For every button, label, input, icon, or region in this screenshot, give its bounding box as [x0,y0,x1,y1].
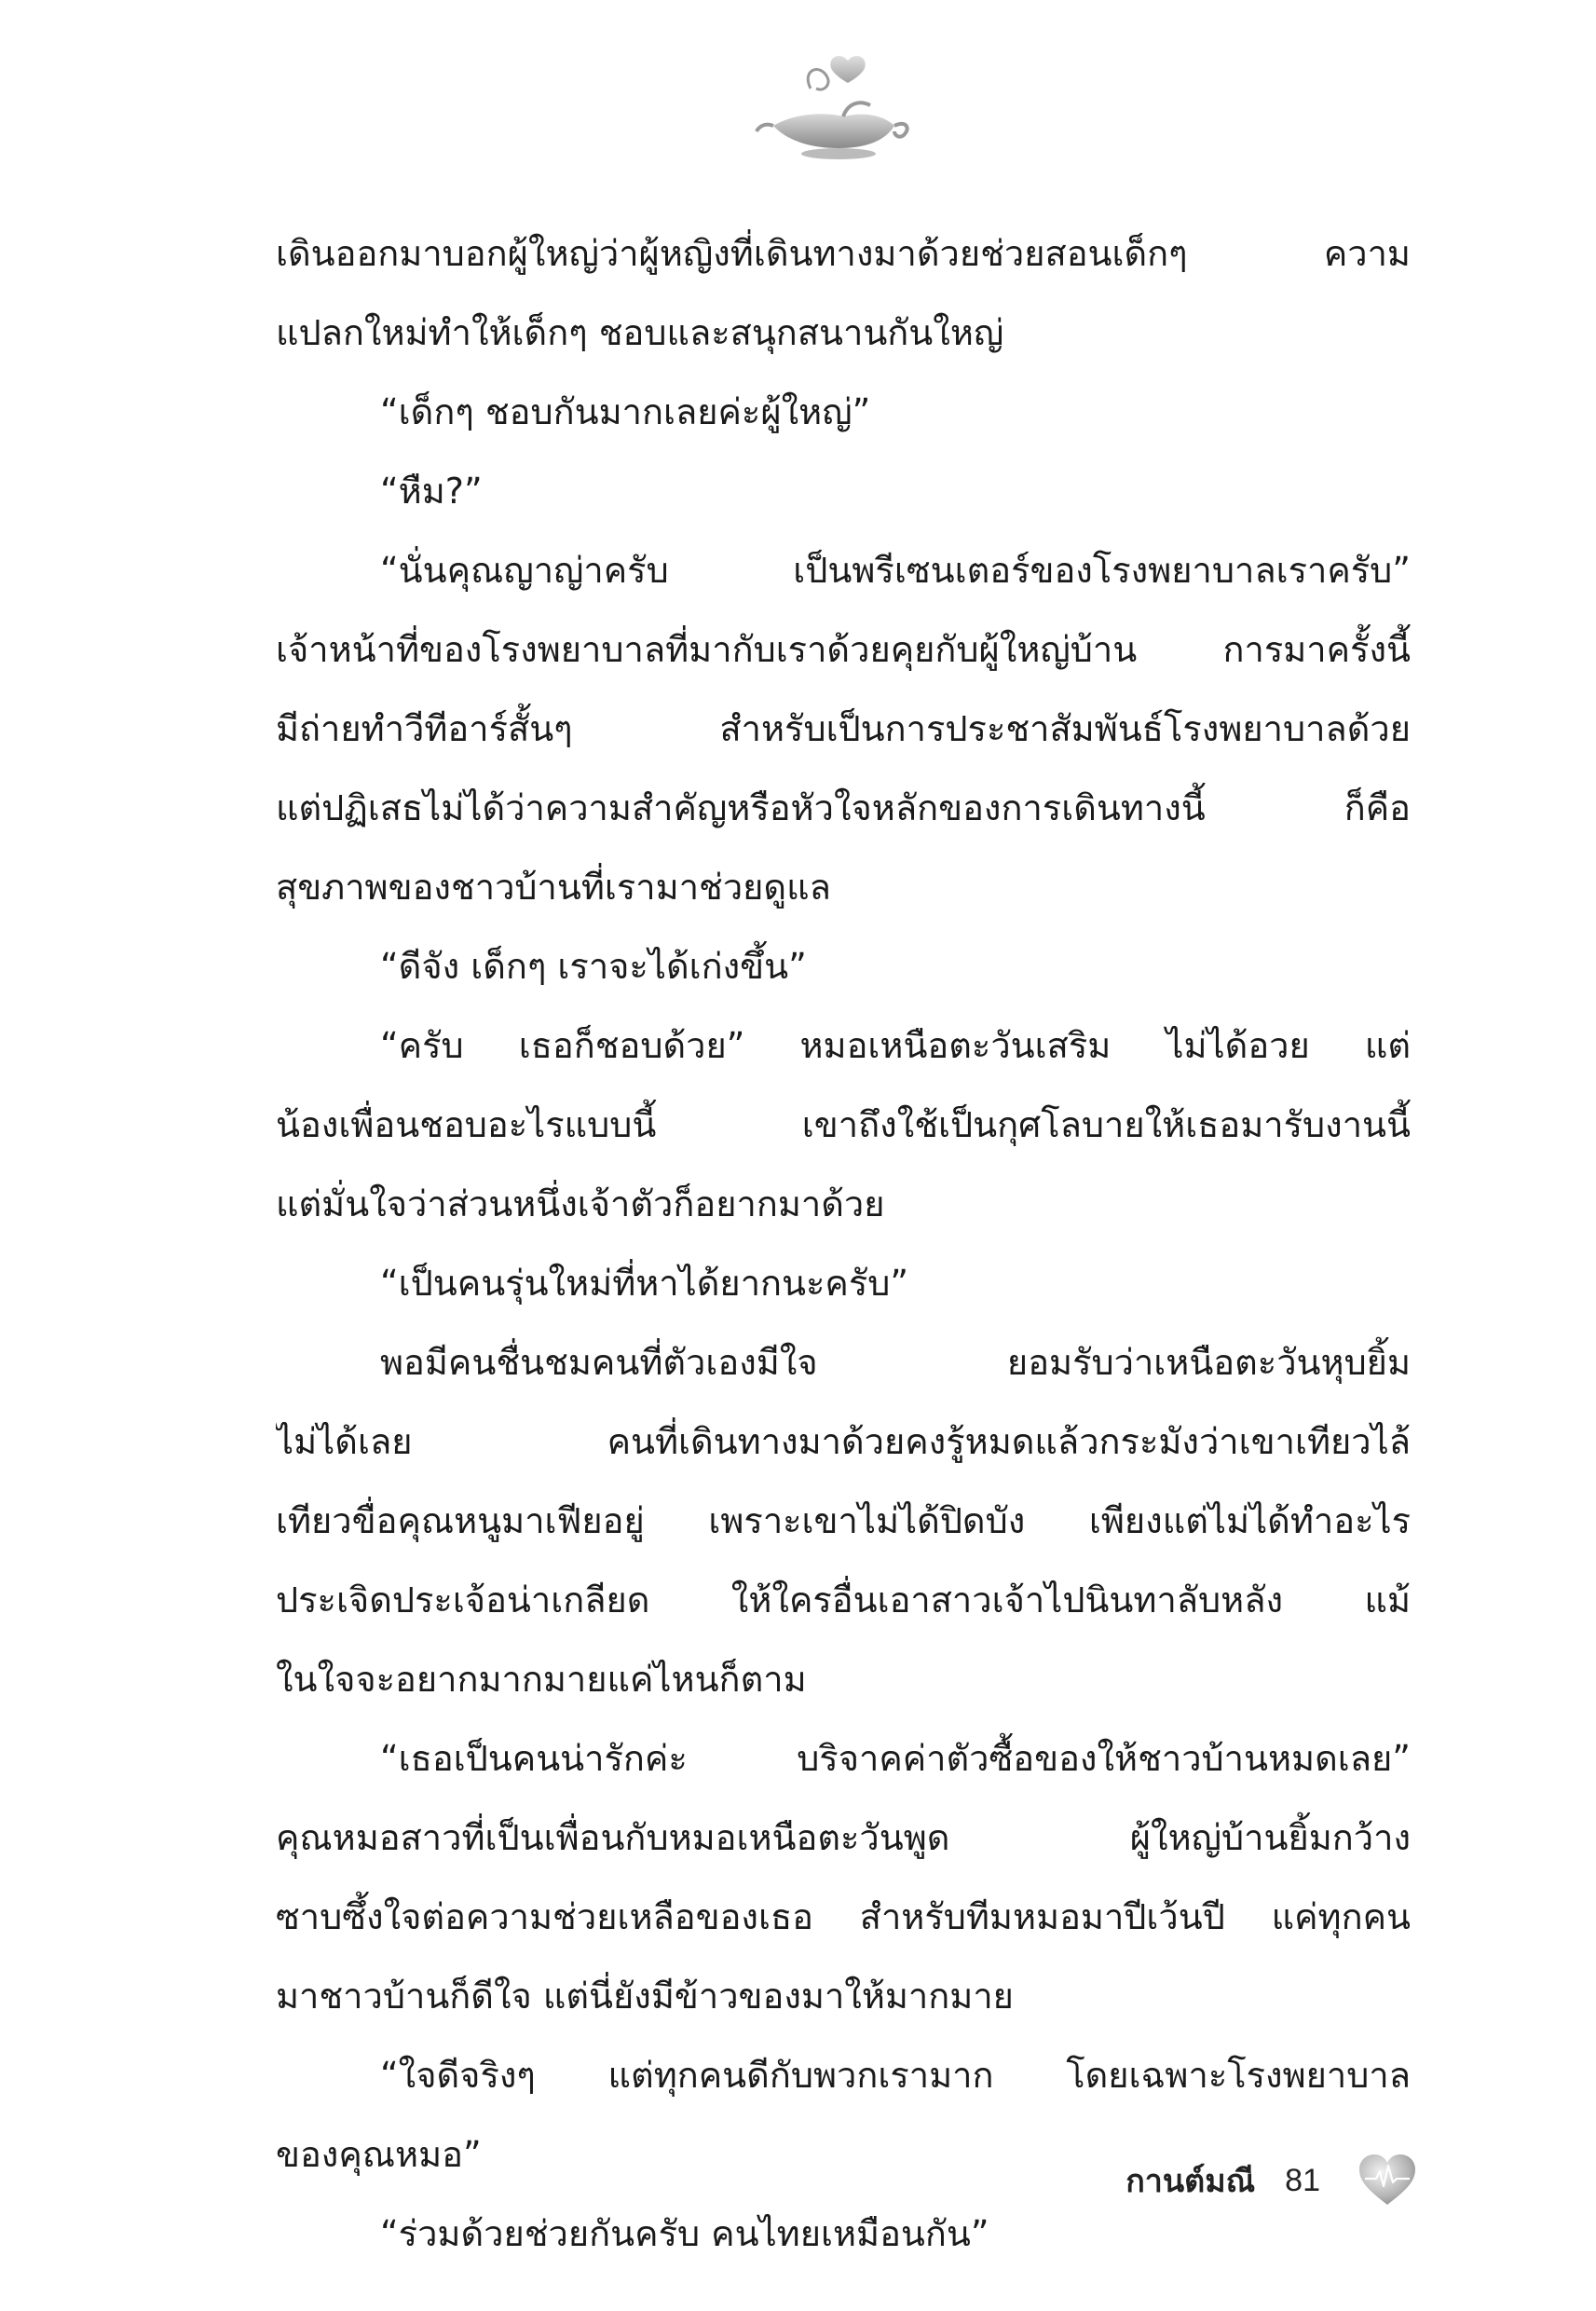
dialogue-line: “ร่วมด้วยช่วยกันครับ คนไทยเหมือนกัน” [380,2213,989,2254]
page-footer [1125,2148,1417,2213]
text-line: ซาบซึ้งใจต่อความช่วยเหลือของเธอ สำหรับทีมหมอมาปีเว้นปี แค่ทุกคน [276,1896,1411,1937]
dialogue-line: “หืม?” [380,471,483,512]
text-line: พอมีคนชื่นชมคนที่ตัวเองมีใจ ยอมรับว่าเหนือตะวันหุบยิ้ม [380,1342,1411,1383]
page-number: 81 [1285,2162,1320,2198]
text-line: น้องเพื่อนชอบอะไรแบบนี้ เขาถึงใช้เป็นกุศโลบายให้เธอมารับงานนี้ [276,1104,1411,1145]
text-line: ของคุณหมอ” [276,2134,482,2175]
text-line: เจ้าหน้าที่ของโรงพยาบาลที่มากับเราด้วยคุยกับผู้ใหญ่บ้าน การมาครั้งนี้ [276,629,1411,670]
text-line: คุณหมอสาวที่เป็นเพื่อนกับหมอเหนือตะวันพูด ผู้ใหญ่บ้านยิ้มกว้าง [276,1817,1411,1858]
text-line: แต่ปฏิเสธไม่ได้ว่าความสำคัญหรือหัวใจหลักของการเดินทางนี้ ก็คือ [276,787,1411,828]
text-line: มีถ่ายทำวีทีอาร์สั้นๆ สำหรับเป็นการประชาสัมพันธ์โรงพยาบาลด้วย [276,708,1411,749]
heart-heartbeat-icon [1357,2153,1417,2208]
body-text [276,214,1411,2274]
text-line: สุขภาพของชาวบ้านที่เรามาช่วยดูแล [276,867,831,908]
text-line: แต่มั่นใจว่าส่วนหนึ่งเจ้าตัวก็อยากมาด้วย [276,1183,885,1224]
text-line: ประเจิดประเจ้อน่าเกลียด ให้ใครอื่นเอาสาวเจ้าไปนินทาลับหลัง แม้ [276,1579,1411,1620]
dialogue-line: “ดีจัง เด็กๆ เราจะได้เก่งขึ้น” [380,946,807,987]
text-line: ในใจจะอยากมากมายแค่ไหนก็ตาม [276,1659,807,1700]
teapot-ornament-icon [755,51,913,163]
dialogue-line: “เด็กๆ ชอบกันมากเลยค่ะผู้ใหญ่” [380,391,871,432]
dialogue-line: “เธอเป็นคนน่ารักค่ะ บริจาคค่าตัวซื้อของให้ชาวบ้านหมดเลย” [380,1738,1411,1779]
text-line: แปลกใหม่ทำให้เด็กๆ ชอบและสนุกสนานกันใหญ่ [276,312,1004,353]
text-line: เดินออกมาบอกผู้ใหญ่ว่าผู้หญิงที่เดินทางมาด้วยช่วยสอนเด็กๆ ความ [276,233,1411,274]
text-line: เทียวขื่อคุณหนูมาเฟียอยู่ เพราะเขาไม่ได้ปิดบัง เพียงแต่ไม่ได้ทำอะไร [276,1500,1411,1541]
dialogue-line: “ใจดีจริงๆ แต่ทุกคนดีกับพวกเรามาก โดยเฉพาะโรงพยาบาล [380,2055,1411,2096]
dialogue-line: “เป็นคนรุ่นใหม่ที่หาได้ยากนะครับ” [380,1263,909,1304]
dialogue-line: “ครับ เธอก็ชอบด้วย” หมอเหนือตะวันเสริม ไม่ได้อวย แต่ [380,1025,1411,1066]
book-title: กานต์มณี [1125,2163,1256,2200]
text-line: มาชาวบ้านก็ดีใจ แต่นี่ยังมีข้าวของมาให้มากมาย [276,1976,1014,2017]
text-line: ไม่ได้เลย คนที่เดินทางมาด้วยคงรู้หมดแล้วกระมังว่าเขาเทียวไล้ [276,1421,1411,1462]
dialogue-line: “นั่นคุณญาญ่าครับ เป็นพรีเซนเตอร์ของโรงพยาบาลเราครับ” [380,550,1411,591]
